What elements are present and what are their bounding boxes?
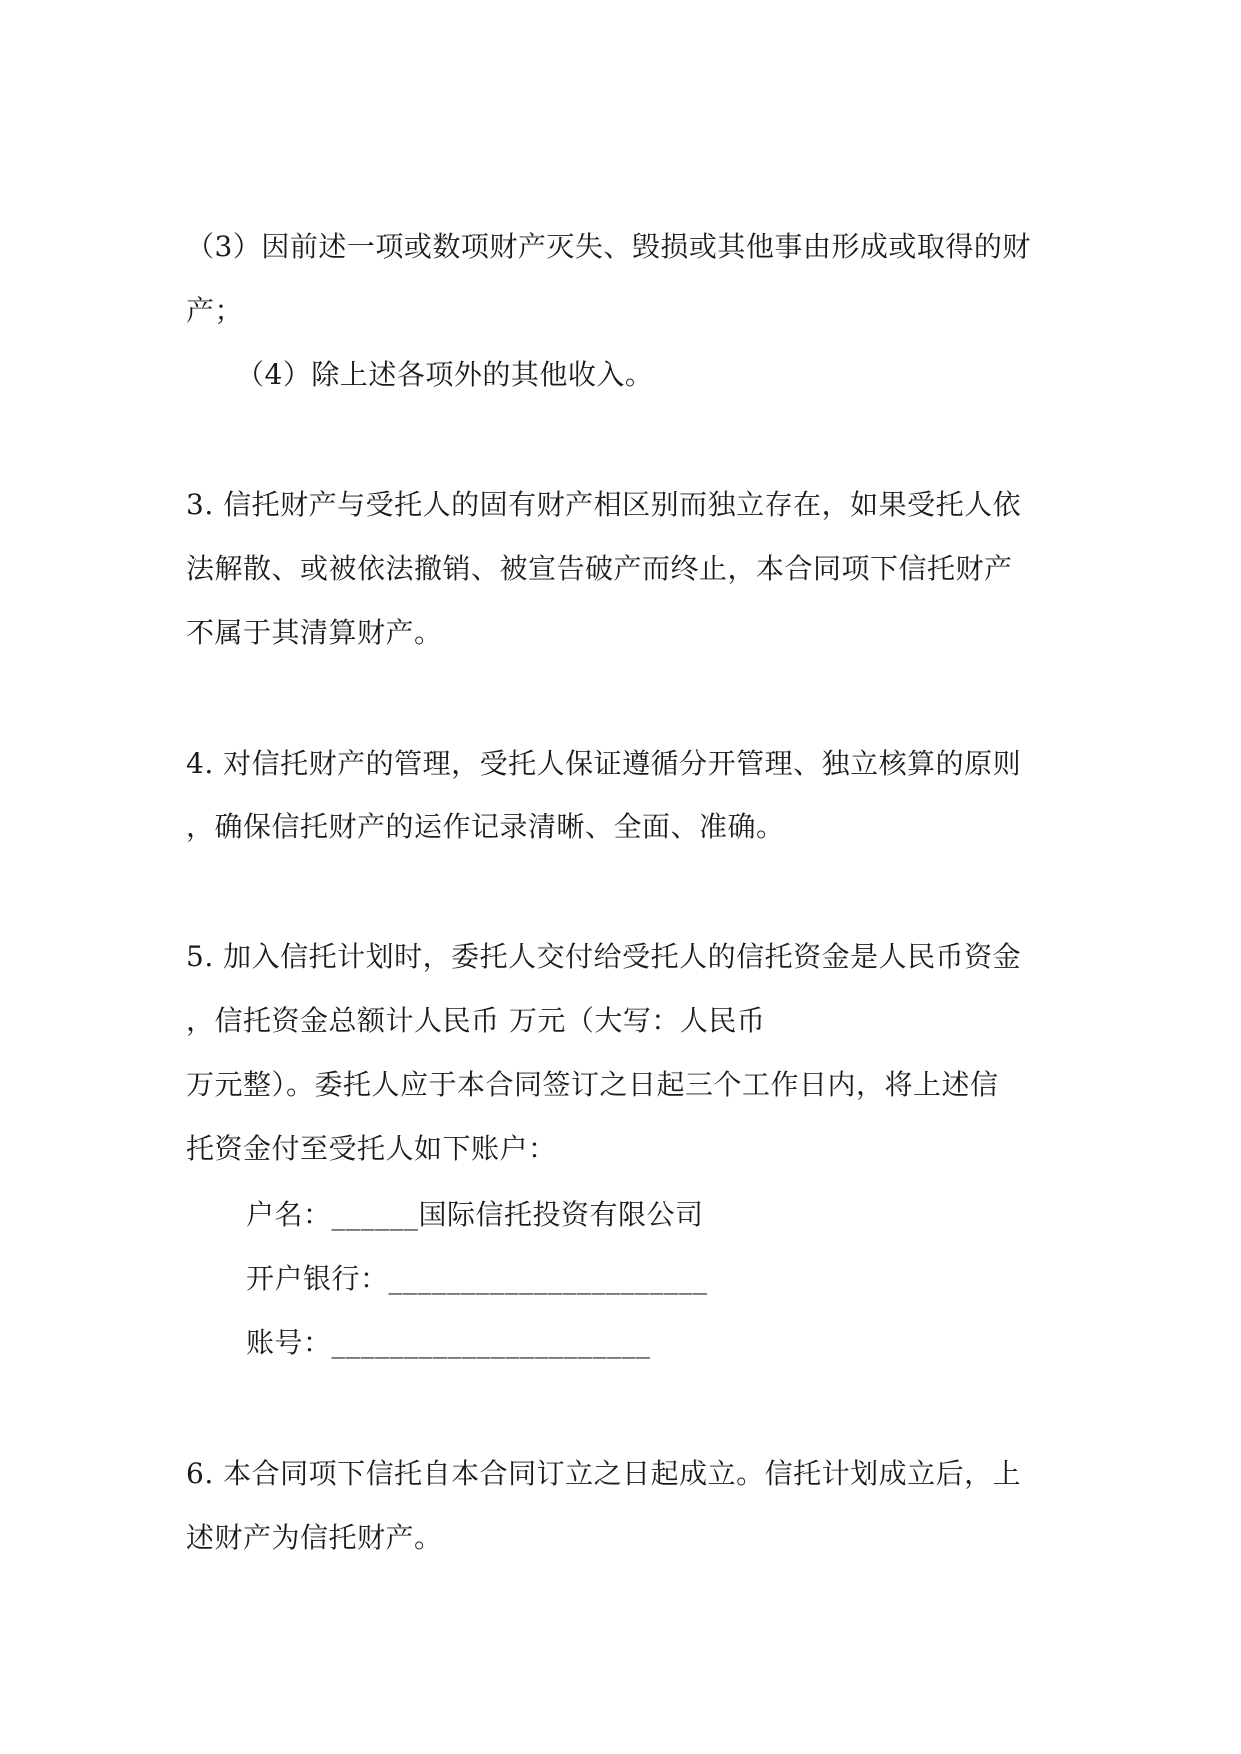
account-name-field: 户名：______国际信托投资有限公司 [246,1198,704,1231]
clause-6-line-1: 6. 本合同项下信托自本合同订立之日起成立。信托计划成立后，上 [186,1457,1022,1490]
clause-5-line-1: 5. 加入信托计划时，委托人交付给受托人的信托资金是人民币资金 [186,940,1022,973]
clause-4-line-2: ，确保信托财产的运作记录清晰、全面、准确。 [186,810,785,843]
item-3-line-1: （3）因前述一项或数项财产灭失、毁损或其他事由形成或取得的财 [186,230,1031,263]
item-4-line-1: （4）除上述各项外的其他收入。 [236,358,654,391]
clause-5-line-4: 托资金付至受托人如下账户： [186,1132,557,1165]
clause-5-line-3: 万元整）。委托人应于本合同签订之日起三个工作日内，将上述信 [186,1068,999,1101]
clause-5-line-2: ，信托资金总额计人民币 万元（大写：人民币 [186,1004,766,1037]
clause-3-line-3: 不属于其清算财产。 [186,616,443,649]
clause-4-line-1: 4. 对信托财产的管理，受托人保证遵循分开管理、独立核算的原则 [186,747,1022,780]
item-3-line-2: 产； [186,294,244,327]
clause-6-line-2: 述财产为信托财产。 [186,1521,443,1554]
account-number-field: 账号：______________________ [246,1326,651,1359]
clause-3-line-2: 法解散、或被依法撤销、被宣告破产而终止，本合同项下信托财产 [186,552,1013,585]
clause-3-line-1: 3. 信托财产与受托人的固有财产相区别而独立存在，如果受托人依 [186,488,1022,521]
bank-field: 开户银行：______________________ [246,1262,708,1295]
